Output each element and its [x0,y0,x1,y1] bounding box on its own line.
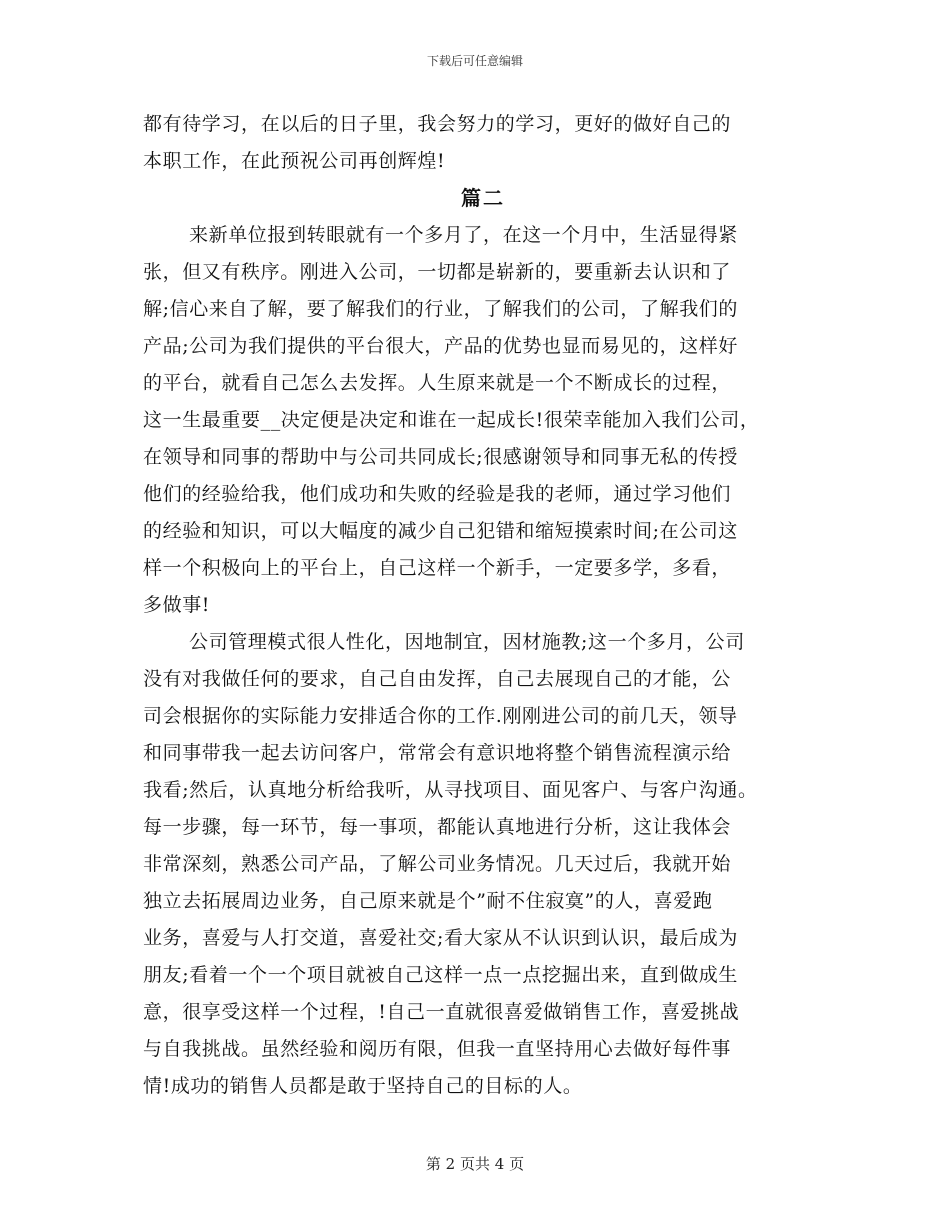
section-title: 篇二 [461,186,505,210]
paragraph1-line-9: 的经验和知识，可以大幅度的减少自己犯错和缩短摸索时间;在公司这 [143,520,739,542]
paragraph1-line-10: 样一个积极向上的平台上，自己这样一个新手，一定要多学，多看， [143,557,732,579]
paragraph2-line-13: 情!成功的销售人员都是敢于坚持自己的目标的人。 [143,1075,583,1097]
paragraph2-line-11: 意，很享受这样一个过程，!自己一直就很喜爱做销售工作，喜爱挑战 [143,1001,740,1023]
intro-line-2: 本职工作，在此预祝公司再创辉煌! [143,150,446,172]
paragraph2-line-7: 非常深刻，熟悉公司产品，了解公司业务情况。几天过后，我就开始 [143,853,732,875]
paragraph2-line-1: 公司管理模式很人性化，因地制宜，因材施教;这一个多月，公司 [189,631,745,653]
paragraph2-line-6: 每一步骤，每一环节，每一事项，都能认真地进行分析，这让我体会 [143,816,732,838]
page-header: 下载后可任意编辑 [426,54,523,68]
paragraph1-line-5: 的平台，就看自己怎么去发挥。人生原来就是一个不断成长的过程， [143,372,732,394]
paragraph2-line-10: 朋友;看着一个一个项目就被自己这样一点一点挖掘出来，直到做成生 [143,964,739,986]
paragraph2-line-2: 没有对我做任何的要求，自己自由发挥，自己去展现自己的才能，公 [143,668,732,690]
paragraph2-line-3: 司会根据你的实际能力安排适合你的工作.刚刚进公司的前几天，领导 [143,705,738,727]
page-footer: 第 2 页共 4 页 [425,1155,525,1173]
paragraph1-line-3: 解;信心来自了解，要了解我们的行业，了解我们的公司，了解我们的 [143,298,739,320]
paragraph1-line-4: 产品;公司为我们提供的平台很大，产品的优势也显而易见的，这样好 [143,335,739,357]
paragraph2-line-12: 与自我挑战。虽然经验和阅历有限，但我一直坚持用心去做好每件事 [143,1038,732,1060]
intro-line-1: 都有待学习，在以后的日子里，我会努力的学习，更好的做好自己的 [143,113,732,135]
paragraph1-line-1: 来新单位报到转眼就有一个多月了，在这一个月中，生活显得紧 [189,224,738,246]
paragraph1-line-11: 多做事! [143,594,211,616]
document-body [143,106,823,1105]
paragraph1-line-6: 这一生最重要__决定便是决定和谁在一起成长!很荣幸能加入我们公司， [143,409,760,431]
paragraph1-line-7: 在领导和同事的帮助中与公司共同成长;很感谢领导和同事无私的传授 [143,446,739,468]
paragraph1-line-2: 张，但又有秩序。刚进入公司，一切都是崭新的，要重新去认识和了 [143,261,732,283]
paragraph2-line-5: 我看;然后，认真地分析给我听，从寻找项目、面见客户、与客户沟通。 [143,779,758,801]
paragraph1-line-8: 他们的经验给我，他们成功和失败的经验是我的老师，通过学习他们 [143,483,732,505]
paragraph2-line-9: 业务，喜爱与人打交道，喜爱社交;看大家从不认识到认识，最后成为 [143,927,739,949]
paragraph2-line-8: 独立去拓展周边业务，自己原来就是个”耐不住寂寞”的人，喜爱跑 [143,890,713,912]
paragraph2-line-4: 和同事带我一起去访问客户，常常会有意识地将整个销售流程演示给 [143,742,732,764]
